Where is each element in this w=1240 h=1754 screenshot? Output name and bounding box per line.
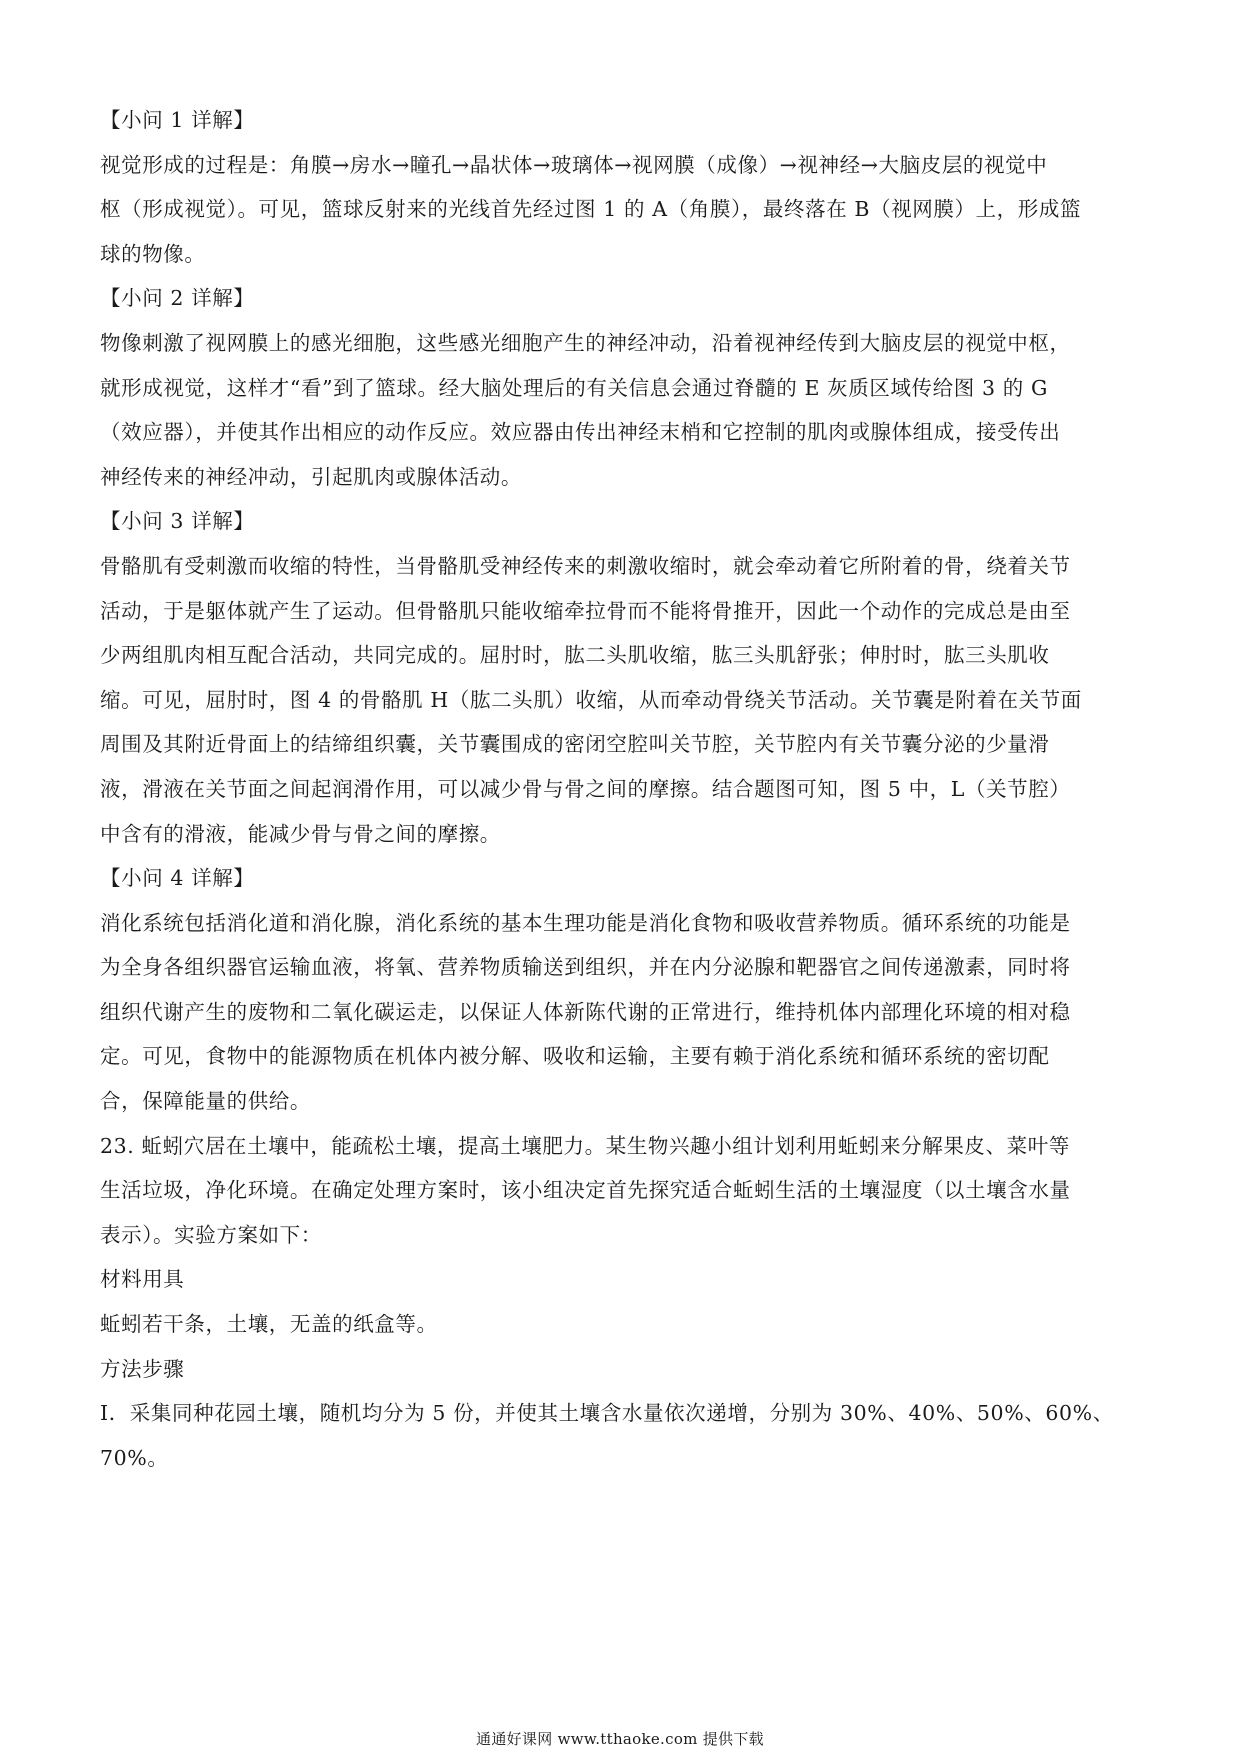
paragraph-line: 枢（形成视觉）。可见，篮球反射来的光线首先经过图 1 的 A（角膜），最终落在 B（视网膜）上，形成篮	[100, 197, 1082, 222]
paragraph-line: 物像刺激了视网膜上的感光细胞，这些感光细胞产生的神经冲动，沿着视神经传到大脑皮层的视觉中枢，	[100, 330, 1071, 355]
method-heading: 方法步骤	[100, 1356, 185, 1381]
paragraph-line: 消化系统包括消化道和消化腺，消化系统的基本生理功能是消化食物和吸收营养物质。循环系统的功能是	[100, 910, 1071, 935]
paragraph-line: 组织代谢产生的废物和二氧化碳运走，以保证人体新陈代谢的正常进行，维持机体内部理化环境的相对稳	[100, 999, 1071, 1024]
paragraph-line: 中含有的滑液，能减少骨与骨之间的摩擦。	[100, 821, 501, 846]
paragraph-line: 定。可见，食物中的能源物质在机体内被分解、吸收和运输，主要有赖于消化系统和循环系统的密切配	[100, 1044, 1050, 1069]
question-23-line: 生活垃圾，净化环境。在确定处理方案时，该小组决定首先探究适合蚯蚓生活的土壤湿度（以土壤含水量	[100, 1178, 1071, 1203]
method-step-1: 70%。	[100, 1445, 169, 1470]
paragraph-line: 周围及其附近骨面上的结缔组织囊，关节囊围成的密闭空腔叫关节腔，关节腔内有关节囊分泌的少量滑	[100, 732, 1050, 757]
paragraph-line: 缩。可见，屈肘时，图 4 的骨骼肌 H（肱二头肌）收缩，从而牵动骨绕关节活动。关节囊是附着在关节面	[100, 687, 1082, 712]
paragraph-line: 少两组肌肉相互配合活动，共同完成的。屈肘时，肱二头肌收缩，肱三头肌舒张；伸肘时，肱三头肌收	[100, 643, 1050, 668]
paragraph-line: 就形成视觉，这样才“看”到了篮球。经大脑处理后的有关信息会通过脊髓的 E 灰质区域传给图 3 的 G	[100, 375, 1048, 400]
method-step-1: I．采集同种花园土壤，随机均分为 5 份，并使其土壤含水量依次递增，分别为 30%、40%、50%、60%、	[100, 1401, 1114, 1426]
page-footer: 通通好课网 www.tthaoke.com 提供下载	[476, 1730, 764, 1748]
section-heading-q3: 【小问 3 详解】	[100, 509, 255, 534]
section-heading-q2: 【小问 2 详解】	[100, 286, 255, 311]
paragraph-line: 神经传来的神经冲动，引起肌肉或腺体活动。	[100, 464, 522, 489]
paragraph-line: 合，保障能量的供给。	[100, 1089, 311, 1114]
document-body	[100, 98, 1128, 1480]
paragraph-line: 为全身各组织器官运输血液，将氧、营养物质输送到组织，并在内分泌腺和靶器官之间传递激素，同时将	[100, 955, 1071, 980]
paragraph-line: 骨骼肌有受刺激而收缩的特性，当骨骼肌受神经传来的刺激收缩时，就会牵动着它所附着的骨，绕着关节	[100, 553, 1071, 578]
paragraph-line: 液，滑液在关节面之间起润滑作用，可以减少骨与骨之间的摩擦。结合题图可知，图 5 中，L（关节腔）	[100, 776, 1071, 801]
question-23-line: 23. 蚯蚓穴居在土壤中，能疏松土壤，提高土壤肥力。某生物兴趣小组计划利用蚯蚓来分解果皮、菜叶等	[100, 1133, 1070, 1158]
section-heading-q1: 【小问 1 详解】	[100, 108, 255, 132]
question-23-line: 表示）。实验方案如下：	[100, 1222, 322, 1247]
paragraph-line: 球的物像。	[100, 241, 206, 266]
materials-heading: 材料用具	[100, 1267, 185, 1292]
materials-text: 蚯蚓若干条，土壤，无盖的纸盒等。	[100, 1312, 438, 1337]
paragraph-line: 活动，于是躯体就产生了运动。但骨骼肌只能收缩牵拉骨而不能将骨推开，因此一个动作的完成总是由至	[100, 598, 1071, 623]
section-heading-q4: 【小问 4 详解】	[100, 866, 255, 891]
paragraph-line: （效应器），并使其作出相应的动作反应。效应器由传出神经末梢和它控制的肌肉或腺体组成，接受传出	[100, 420, 1061, 445]
paragraph-line: 视觉形成的过程是：角膜→房水→瞳孔→晶状体→玻璃体→视网膜（成像）→视神经→大脑皮层的视觉中	[100, 152, 1048, 177]
